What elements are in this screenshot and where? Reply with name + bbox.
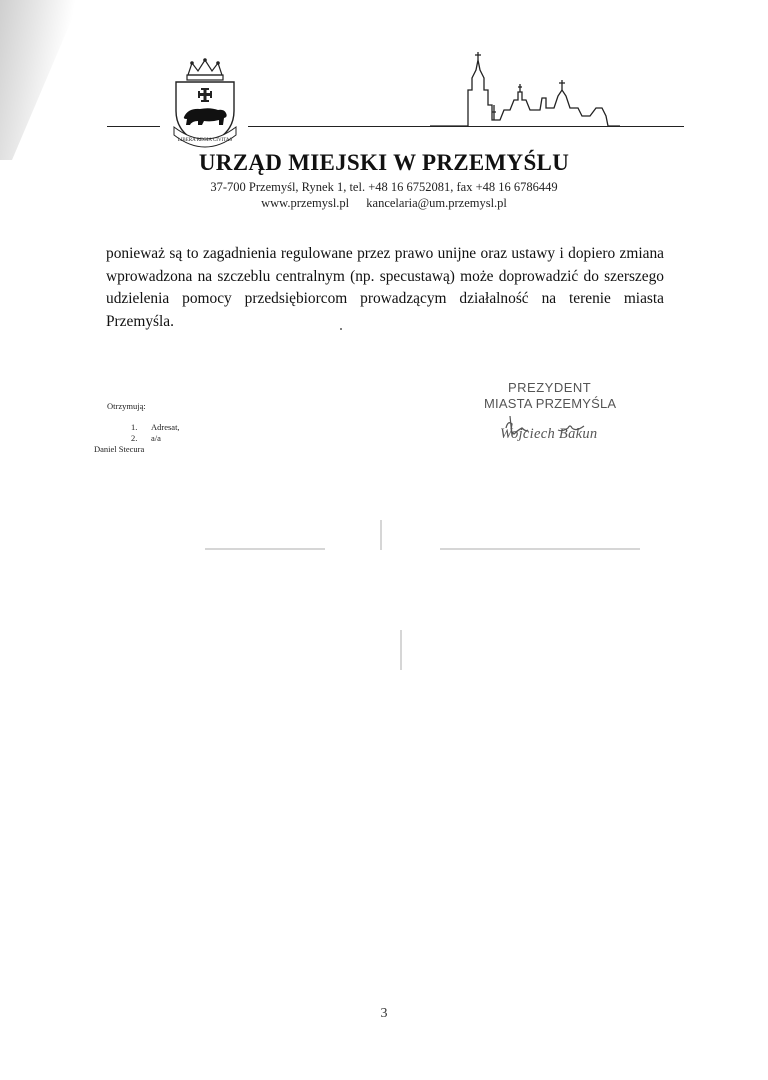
recipients-list [131, 422, 180, 444]
coat-of-arms-icon [164, 55, 246, 151]
scan-artifact [205, 548, 325, 550]
page-number: 3 [380, 1006, 388, 1021]
document-author: Daniel Stecura [94, 444, 145, 454]
stamp-name: Wojciech Bakun [500, 426, 598, 442]
scan-speck [340, 328, 342, 330]
office-name: URZĄD MIEJSKI W PRZEMYŚLU [198, 150, 570, 175]
office-contacts [0, 196, 768, 211]
letter-body [106, 243, 664, 333]
header-rule-left [107, 126, 160, 127]
city-skyline-icon [430, 50, 620, 130]
recipients-label: Otrzymują: [107, 401, 146, 411]
body-line: udzielenia pomocy przedsiębiorcom prowadzącym działalność na terenie miasta Przemyśla. [106, 290, 664, 330]
list-item [131, 433, 180, 444]
office-address: 37-700 Przemyśl, Rynek 1, tel. +48 16 6752081, fax +48 16 6786449 [210, 180, 558, 194]
body-line: wprowadzona na szczeblu centralnym (np. specustawą) może doprowadzić do szerszego [106, 267, 664, 285]
office-website-link[interactable]: www.przemysl.pl [261, 196, 350, 210]
recipient-text: Adresat, [151, 422, 180, 432]
scan-artifact [380, 520, 382, 550]
body-line: ponieważ są to zagadnienia regulowane przez prawo unijne oraz ustawy i dopiero zmiana [106, 245, 664, 262]
stamp-title: PREZYDENT [508, 380, 592, 395]
list-item [131, 422, 180, 433]
recipient-number: 2. [131, 433, 138, 443]
office-email-link[interactable]: kancelaria@um.przemysl.pl [366, 196, 507, 210]
recipient-number: 1. [131, 422, 138, 432]
coat-ribbon-text: LIBERA REGIA CIVITAS [177, 138, 233, 143]
scan-corner-shadow [0, 0, 80, 160]
scan-artifact [400, 630, 402, 670]
recipient-text: a/a [151, 433, 161, 443]
stamp-city: MIASTA PRZEMYŚLA [484, 396, 617, 411]
handwritten-signature-icon [500, 410, 590, 440]
scan-artifact [440, 548, 640, 550]
